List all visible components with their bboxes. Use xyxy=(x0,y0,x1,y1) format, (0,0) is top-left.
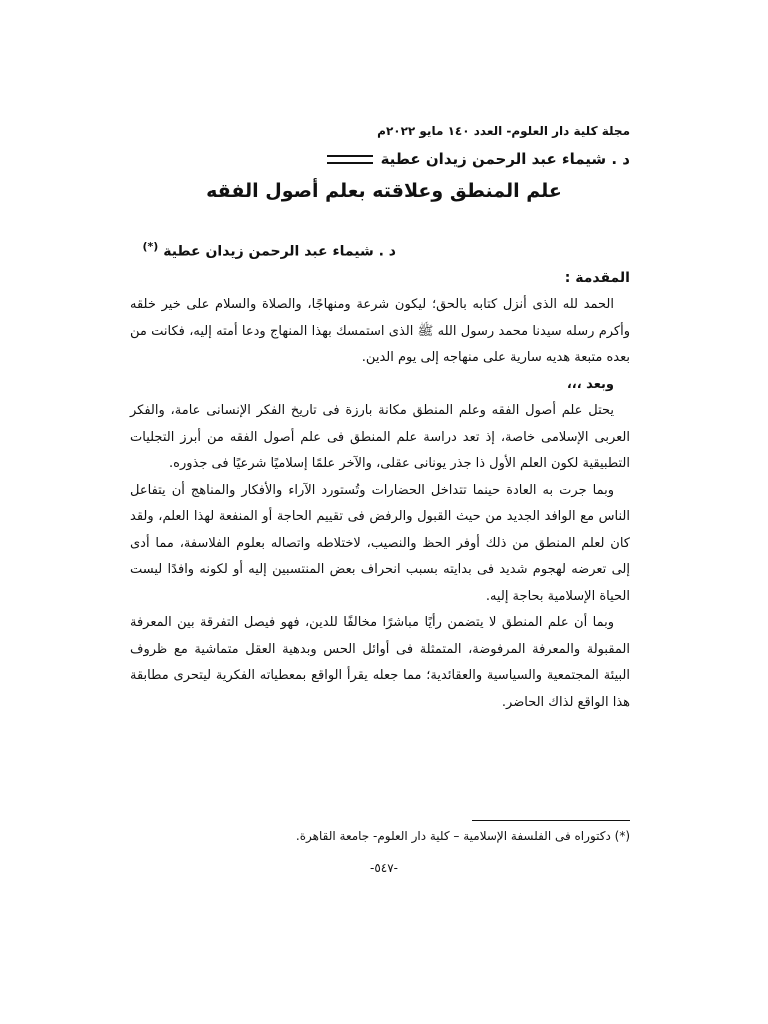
article-title: علم المنطق وعلاقته بعلم أصول الفقه xyxy=(206,180,562,202)
running-author-name: د . شيماء عبد الرحمن زيدان عطية xyxy=(380,150,630,168)
paragraph: الحمد لله الذى أنزل كتابه بالحق؛ ليكون شرعة ومنهاجًا، والصلاة والسلام على خير خلقه وأكرم رسله سيدنا محمد رسول الله ﷺ الذى استمسك بهذا المنهاج ودعا أمته إليه، فكانت من بعده متبعة هديه سارية على منهاجه إلى يوم الدين. xyxy=(130,297,630,365)
paragraph: وبما أن علم المنطق لا يتضمن رأيًا مباشرًا مخالفًا للدين، فهو فيصل التفرقة بين المعرفة المقبولة والمعرفة المرفوضة، المتمثلة فى أوائل الحس وبدهية العقل متماشية مع ظروف البيئة المجتمعية والسياسية والعقائدية؛ مما جعله يقرأ الواقع بمعطياته الفكرية ليتحرى مطابقة هذا الواقع لذاك الحاضر. xyxy=(130,615,630,710)
paragraph: يحتل علم أصول الفقه وعلم المنطق مكانة بارزة فى تاريخ الفكر الإنسانى عامة، والفكر العربى الإسلامى خاصة، إذ تعد دراسة علم المنطق فى علم أصول الفقه من أبرز التجليات التطبيقية لكون العلم الأول ذا جذر يونانى عقلى، والآخر علمًا إسلاميًا شرعيًا فى جذوره. xyxy=(130,403,630,471)
page-number: -٥٤٧- xyxy=(369,861,399,875)
footnote: (*) دكتوراه فى الفلسفة الإسلامية – كلية دار العلوم- جامعة القاهرة. xyxy=(295,829,630,843)
author-name: د . شيماء عبد الرحمن زيدان عطية xyxy=(163,243,396,260)
body-text xyxy=(130,292,630,716)
section-heading: المقدمة : xyxy=(564,270,630,286)
paragraph-transition: وبعد ،،، xyxy=(566,376,614,392)
running-author-header xyxy=(327,150,630,168)
author-footnote-mark: (*) xyxy=(142,240,159,253)
paragraph: وبما جرت به العادة حينما تتداخل الحضارات وتُستورد الآراء والأفكار والمناهج أن يتفاعل الناس مع الوافد الجديد من حيث القبول والرفض فى تقييم الحاجة أو المنفعة لهذا العلم، ولقد كان لعلم المنطق من ذلك أوفر الحظ والنصيب، لاختلاطه واتصاله بعلوم الفلاسفة، مما أدى إلى تعرضه لهجوم شديد فى بدايته بسبب انحراف بعض المنتسبين إليه أو لكونه وافدًا ليست الحياة الإسلامية بحاجة إليه. xyxy=(130,482,630,604)
article-author xyxy=(143,240,396,260)
journal-header: مجلة كلية دار العلوم- العدد ١٤٠ مايو ٢٠٢٢م xyxy=(377,124,630,138)
footnote-rule xyxy=(472,820,630,821)
header-double-rule xyxy=(327,155,373,164)
